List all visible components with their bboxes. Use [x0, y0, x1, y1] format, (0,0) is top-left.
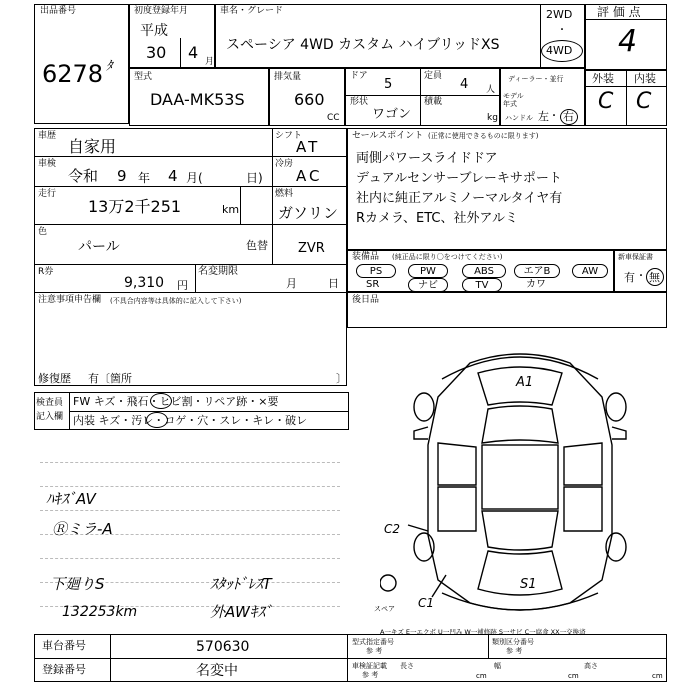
rear-items-box [347, 292, 667, 328]
notes-label: 注意事項申告欄 [38, 295, 102, 305]
cooler-value: AC [296, 167, 323, 185]
repair-label: 修復歴 [38, 372, 71, 385]
inspection-month: 4 [168, 167, 178, 185]
load-label: 積載 [424, 97, 443, 107]
door-label: ドア [350, 71, 368, 81]
hand-note-3: 下廻りS [50, 575, 105, 593]
mirror-right [612, 427, 626, 439]
mileage-unit: km [222, 203, 240, 216]
inspector-row-1: FW キズ・飛石・ヒビ割・リペア跡・×要 [73, 395, 279, 408]
repair-value: 有〔箇所 [88, 372, 132, 385]
model-value: DAA-MK53S [150, 90, 245, 109]
inspection-label: 車検 [38, 159, 57, 169]
first-reg-month: 4 [188, 43, 199, 62]
inspection-era: 令和 [68, 167, 99, 185]
mileage-value: 13万2千251 [88, 197, 182, 216]
reg-dims-label: 車検証記載 [352, 662, 387, 670]
selling-points-label: セールスポイント [352, 131, 424, 141]
fuel-value: ガソリン [278, 204, 339, 222]
selling-point-line-3: 社内に純正アルミノーマルタイヤ有 [356, 191, 563, 206]
score-label: 評 価 点 [597, 5, 641, 19]
hand-note-2: Ⓡミラ-A [52, 520, 113, 538]
selling-points-box [347, 128, 667, 250]
height-label: 高さ [584, 662, 598, 670]
inspection-month-unit: 月( [186, 171, 203, 185]
equipment-sub: (純正品に限り〇をつけてください) [392, 253, 503, 261]
wheel-front-left [414, 393, 434, 421]
displacement-value: 660 [294, 90, 325, 109]
color-value: パール [78, 239, 120, 255]
leader-c2 [408, 525, 428, 531]
drive-4wd: 4WD [546, 44, 573, 57]
fuel-label: 燃料 [275, 189, 294, 199]
selling-point-line-4: Rカメラ、ETC、社外アルミ [356, 211, 518, 226]
length-unit: cm [476, 672, 487, 680]
history-value: 自家用 [68, 137, 117, 156]
spare-label: スペア [374, 605, 395, 613]
seats-label: 定員 [424, 71, 443, 81]
equip-leather: カワ [526, 279, 546, 290]
interior-label: 内装 [634, 72, 656, 85]
name-change-label: 名変期限 [198, 266, 238, 277]
equip-sr: SR [366, 279, 380, 290]
car-windshield [482, 406, 558, 443]
recycle-label: R券 [38, 267, 54, 277]
damage-legend: A一キズ E一エクボ U一凹み W一補修跡 S一サビ C一腐食 XX一交換済 [380, 628, 586, 636]
door-box [345, 68, 500, 126]
interior-value: C [636, 89, 652, 114]
warranty-label: 新車保証書 [618, 253, 653, 261]
exterior-label: 外装 [592, 72, 614, 85]
drive-2wd: 2WD [546, 8, 573, 21]
recycle-value: 9,310 [124, 275, 165, 291]
mark-c1: C1 [418, 596, 435, 610]
mark-c2: C2 [384, 522, 401, 536]
notes-sub: (不具合内容等は具体的に記入して下さい) [110, 297, 242, 305]
first-reg-label: 初度登録年月 [134, 6, 189, 16]
handle-left: 左 [538, 110, 549, 123]
car-right-front-door [564, 443, 602, 485]
lot-number-label: 出品番号 [40, 6, 77, 16]
car-name-value: スペーシア 4WD カスタム ハイブリッドXS [226, 37, 500, 53]
car-body-outline [428, 354, 612, 610]
spare-wheel [380, 575, 396, 591]
reg-dims-sub: 参 考 [362, 671, 379, 679]
inspector-row-2: 内装 キズ・汚レ・コゲ・穴・スレ・キレ・破レ [73, 414, 308, 427]
reg-value: 名変中 [196, 663, 238, 679]
mirror-left [414, 427, 428, 439]
model-designation-label: 型式指定番号 [352, 638, 394, 646]
width-unit: cm [568, 672, 579, 680]
hand-note-6: 外AWｷｽﾞ [210, 603, 273, 621]
handle-label: ハンドル [505, 114, 533, 122]
equip-abs: ABS [462, 264, 506, 278]
name-change-day: 日 [328, 277, 339, 290]
car-name-label: 車名・グレード [220, 6, 284, 16]
inspector-label-bottom: 記入欄 [36, 412, 64, 422]
selling-points-sub: (正常に使用できるものに限ります) [428, 132, 539, 140]
chassis-value: 570630 [196, 639, 250, 655]
mileage-label: 走行 [38, 189, 57, 199]
model-designation-sub: 参 考 [366, 647, 383, 655]
handle-dot: ・ [549, 111, 559, 122]
equip-tv: TV [462, 278, 502, 292]
rear-items-label: 後日品 [352, 295, 380, 305]
wheel-front-right [606, 393, 626, 421]
car-roof [482, 445, 558, 509]
car-left-rear-door [438, 487, 476, 531]
selling-point-line-2: デュアルセンサーブレーキサポート [356, 171, 562, 186]
equip-aw: AW [572, 264, 608, 278]
stone-chip-circle [150, 393, 172, 409]
color-label: 色 [38, 227, 48, 237]
hand-note-5: ｽﾀｯﾄﾞﾚｽT [210, 575, 272, 593]
dealer-label: ディーラー・並行 [508, 75, 564, 83]
shift-label: シフト [275, 131, 303, 141]
first-reg-year: 30 [146, 43, 167, 62]
displacement-unit: CC [327, 113, 340, 123]
width-label: 幅 [494, 662, 501, 670]
first-reg-month-unit: 月 [205, 57, 215, 67]
score-value: 4 [618, 24, 638, 59]
handle-right: 右 [563, 110, 574, 123]
door-value: 5 [384, 77, 393, 92]
history-label: 車歴 [38, 131, 57, 141]
shape-label: 形状 [350, 97, 369, 107]
mark-s1: S1 [520, 577, 537, 592]
car-right-rear-door [564, 487, 602, 531]
exterior-value: C [598, 89, 614, 114]
inspection-year-unit: 年 [138, 171, 151, 185]
equip-ps: PS [356, 264, 396, 278]
equipment-label: 装備品 [352, 252, 380, 262]
class-sub: 参 考 [506, 647, 523, 655]
hand-note-4: 132253km [62, 604, 138, 620]
recycle-unit: 円 [177, 279, 188, 292]
selling-point-line-1: 両側パワースライドドア [356, 151, 498, 166]
equip-pw: PW [408, 264, 448, 278]
equip-navi: ナビ [408, 278, 448, 292]
lot-number-mark: ﾀ [106, 59, 113, 74]
seats-unit: 人 [486, 85, 496, 95]
model-year-label: モデル 年式 [503, 92, 524, 108]
color-code: ZVR [298, 241, 325, 256]
drive-dot: ・ [557, 25, 567, 36]
car-left-front-door [438, 443, 476, 485]
dirt-circle [146, 412, 168, 428]
reg-label: 登録番号 [42, 663, 86, 676]
color-change-label: 色替 [246, 239, 268, 252]
class-label: 類別区分番号 [492, 638, 534, 646]
displacement-label: 排気量 [274, 72, 302, 82]
chassis-label: 車台番号 [42, 639, 86, 652]
height-unit: cm [652, 672, 663, 680]
warranty-yes: 有 [624, 271, 635, 284]
inspection-year: 9 [117, 167, 127, 185]
warranty-no: 無 [649, 271, 660, 284]
inspector-label-top: 検査員 [36, 398, 64, 408]
shift-value: AT [296, 138, 321, 156]
warranty-dot: ・ [636, 271, 646, 282]
repair-close: 〕 [336, 372, 347, 385]
hand-note-1: ﾊｷｽﾞAV [46, 490, 96, 508]
mark-a1: A1 [516, 375, 534, 390]
load-unit: kg [487, 113, 498, 123]
equip-airbag: エアB [514, 264, 560, 278]
seats-value: 4 [460, 77, 469, 92]
lot-number-value: 6278 [42, 60, 104, 88]
shape-value: ワゴン [372, 107, 412, 122]
name-change-month: 月 [286, 277, 297, 290]
cooler-label: 冷房 [275, 159, 294, 169]
first-reg-era: 平成 [140, 23, 168, 39]
model-label: 型式 [134, 72, 153, 82]
length-label: 長さ [400, 662, 414, 670]
car-rear-glass [482, 511, 558, 550]
inspection-day-unit: 日) [246, 171, 263, 185]
